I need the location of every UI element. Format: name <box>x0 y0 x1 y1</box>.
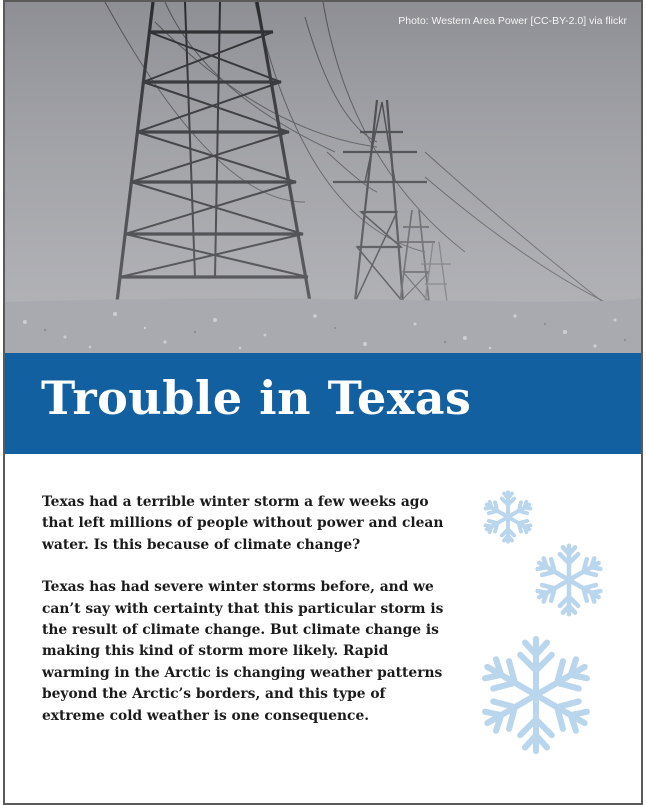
snowflake-icon <box>480 489 536 545</box>
flyer <box>3 0 643 805</box>
title-banner <box>5 353 641 454</box>
photo-credit: Photo: Western Area Power [CC-BY-2.0] via flickr <box>398 15 627 27</box>
snowflake-icon <box>475 634 597 756</box>
paragraph-intro: Texas had a terrible winter storm a few weeks ago that left millions of people without power and clean water. Is this because of climate change? <box>42 494 444 553</box>
header-photo <box>5 2 641 353</box>
paragraph-explanation: Texas has had severe winter storms before, and we can’t say with certainty that this particular storm is the result of climate change. But climate change is making this kind of storm more likely. Rapid warming in the Arctic is changing weather patterns beyond the Arctic’s borders, and this type of extreme cold weather is one consequence. <box>42 579 444 724</box>
article-body <box>42 492 447 727</box>
page-title: Trouble in Texas <box>41 371 472 425</box>
snowflake-icon <box>531 542 607 618</box>
power-lines-illustration <box>5 2 641 353</box>
